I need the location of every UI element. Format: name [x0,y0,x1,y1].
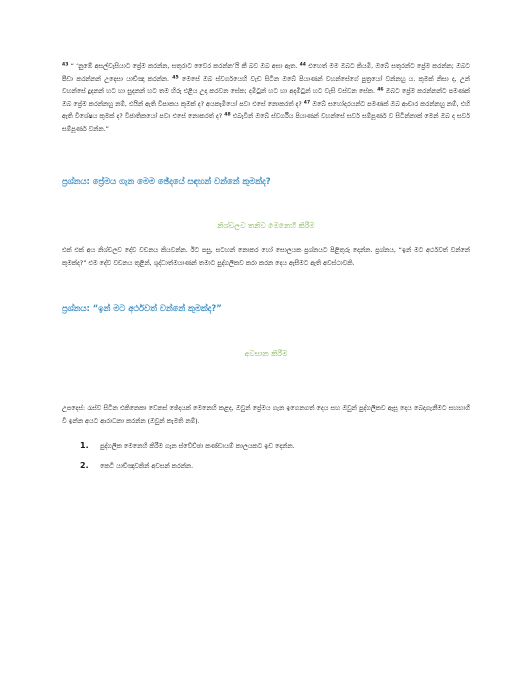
list-item [62,460,470,472]
verse-number: 43 [62,62,69,68]
verse-text: මෙසේ ඔබ ස්වර්ගයෙහි වැඩ සිටින ඔබේ පියාණන් වහන්සේගේ පුත්‍රයෝ වන්නහු ය. කුමක් නිසා ද, උන් වහන්සේ දුදනන් හට හා සුදනන් හට තම හිරු එළිය උදා කරවන සේක; දමිටුන් හට හා අදමිටුන් හට වැසි වස්වන සේක. [62,74,470,96]
step-number: 1. [80,440,89,450]
verse-number: 48 [224,112,231,118]
section-heading-meditation: නිශ්චලව තනිව මෙනෙහි කිරීම [217,220,315,230]
step-text: කෙටි යාච්ඤාවකින් අවසන් කරන්න. [100,461,194,470]
question-text: “ඉන් මට අර්ථවත් වන්නේ කුමක්ද?” [92,302,222,313]
question-label: ප්‍රශ්නය: [62,302,90,313]
scripture-passage [62,60,470,136]
verse-text: ඔබේ සහෝදරයන්ට පමණක් ඔබ ආචාර කරන්නහු නම්, එහි ඇති විශේෂය කුමක් ද? විජාතිකයෝ පවා එසේ නොකරත් ද? [62,99,470,121]
closing-instructions: උපදෙස්: රැස්ව සිටින එකිනෙකා වෙනස් ඡේදයක් මෙනෙහි කළද, ඔවුන් ප්‍රේමය ගැන ඉගෙනගත් දෙය සහ ඔවුන් පුද්ගලිකව ඇසූ දෙය බෙදාගැනීමට සහභාගී වී ඉන්න අයට ආරාධනා කරන්න (ඔවුන් කැමති නම්). [62,403,470,425]
verse-text: එබැවින් ඔබේ ස්වර්ගීය පියාණන් වහන්සේ සර්ව සම්පූර්ණ ව සිටින්නාක් මෙන් ඔබ ද සර්ව සම්පූර්ණ වන්න.” [62,112,470,133]
verse-text: ඔබට ප්‍රේම කරන්නන්ට පමණක් ඔබ ප්‍රේම කරන්නහු නම්, එයින් ඇති විපාකය කුමක් ද? අයකැමියෝ පවා එසේ නොකරත් ද? [62,87,470,108]
document-page [62,60,470,480]
question-label: ප්‍රශ්නය: [62,175,90,186]
verse-number: 44 [299,62,306,68]
verse-number: 47 [303,100,311,106]
section-heading-closing: අවසාන කිරීම [244,348,288,358]
closing-steps-list [62,440,470,472]
question-one [62,176,470,187]
step-number: 2. [80,460,89,470]
verse-text: එහෙත් මම ඔබට කියමි, ඔබේ සතුරන්ට ප්‍රේම කරන්න; ඔබට පීඩා කරන්නන් උදෙසා යාච්ඤා කරන්න. [62,62,470,83]
list-item [62,440,470,452]
question-text: ප්‍රේමය ගැන මෙම ඡේදයේ සඳහන් වන්නේ කුමක්ද? [92,175,271,186]
step-text: පුද්ගලික මෙනෙහි කිරීම ගැන ස්වේච්ඡා කණ්ඩායම් කාලයකට ඉඩ දෙන්න. [100,441,295,450]
verse-number: 46 [377,87,384,93]
question-two [62,303,470,314]
verse-number: 45 [172,75,179,80]
verse-text: “ ‘නුඹේ අසල්වැසියාට ප්‍රේම කරන්න, සතුරාට වෛර කරන්න’යි කී බව ඔබ අසා ඇත. [70,62,298,70]
meditation-instructions: එක් එක් අය නිශ්චලව දේව වචනය කියවන්න. ඊට පසු, සටහන් නොකර හෝ සොලයක ප්‍රශ්නයට පිළිතුරු දෙන්න. ප්‍රශ්නය, “ඉන් මට අර්ථවත් වන්නේ කුමක්ද?” එම දේව වචනය තුළින්, ශුද්ධාත්මයාණන් තමාට පුද්ගලිකව කරා කරන දෙය ඇසීමට ඇති අවස්ථාවකි. [62,245,470,267]
